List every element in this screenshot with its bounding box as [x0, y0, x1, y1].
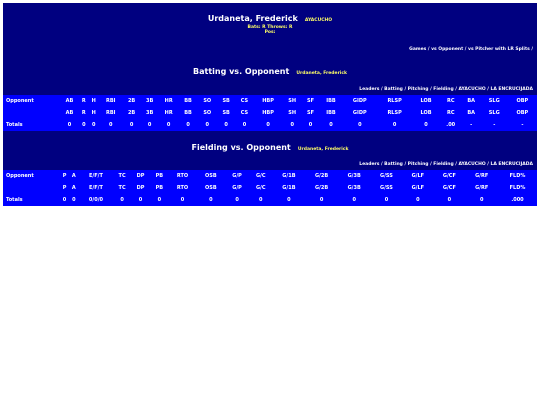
table-cell: G/CF — [442, 185, 456, 191]
table-cell: FLD% — [509, 173, 526, 179]
table-cell: G/LF — [411, 185, 425, 191]
table-cell: G/3B — [347, 173, 361, 179]
table-cell: SLG — [488, 110, 500, 116]
batting-header-row — [3, 95, 537, 107]
table-cell: LOB — [420, 98, 432, 104]
table-cell: 0 — [82, 122, 86, 128]
table-cell: IBB — [326, 110, 336, 116]
table-cell: BA — [467, 110, 476, 116]
table-cell: 0 — [109, 122, 113, 128]
table-cell: RLSP — [387, 110, 402, 116]
batting-subheader-row — [3, 107, 537, 119]
table-cell: 0 — [72, 197, 76, 203]
fielding-totals-row-label: Totals — [6, 197, 23, 203]
table-cell: - — [493, 122, 496, 128]
fielding-header-row-label: Opponent — [6, 173, 34, 179]
table-cell: H — [91, 110, 96, 116]
table-cell: HBP — [262, 98, 274, 104]
bats-throws: Bats: R Throws: R — [247, 25, 293, 30]
table-cell: 0 — [120, 197, 124, 203]
table-cell: RBI — [105, 110, 116, 116]
table-cell: 0 — [186, 122, 190, 128]
table-cell: PB — [155, 173, 164, 179]
table-cell: HBP — [262, 110, 274, 116]
table-cell: 0 — [266, 122, 270, 128]
table-cell: R — [81, 110, 86, 116]
team-link[interactable]: AYACUCHO — [304, 18, 333, 23]
table-cell: 0 — [308, 122, 313, 128]
batting-title: Batting vs. Opponent — [193, 67, 290, 76]
table-cell: RC — [446, 110, 455, 116]
table-cell: P — [62, 173, 67, 179]
table-cell: 0 — [259, 197, 263, 203]
table-cell: G/1B — [282, 185, 296, 191]
table-cell: 0 — [62, 197, 67, 203]
table-cell: G/P — [232, 185, 242, 191]
table-cell: G/RF — [475, 185, 489, 191]
table-cell: BB — [184, 98, 192, 104]
table-cell: LOB — [420, 110, 432, 116]
fielding-title: Fielding vs. Opponent — [191, 143, 291, 152]
table-cell: P — [62, 185, 67, 191]
table-cell: E/F/T — [89, 185, 103, 191]
table-cell: 0 — [166, 122, 171, 128]
table-cell: BB — [184, 110, 192, 116]
table-cell: 0 — [147, 122, 152, 128]
table-cell: RC — [446, 98, 455, 104]
fielding-title-bar — [3, 131, 537, 157]
table-cell: GIDP — [352, 110, 367, 116]
batting-header-row-label: Opponent — [6, 98, 34, 104]
table-cell: SF — [307, 98, 315, 104]
table-cell: G/2B — [314, 173, 329, 179]
fielding-subheader-row — [3, 182, 537, 194]
table-cell: SF — [307, 110, 315, 116]
table-cell: 0 — [209, 197, 213, 203]
table-cell: 0 — [479, 197, 484, 203]
table-cell: TC — [118, 185, 126, 191]
table-cell: 0 — [235, 197, 239, 203]
table-cell: 0 — [180, 197, 185, 203]
table-cell: 0 — [416, 197, 420, 203]
batting-subheader-row-label — [3, 107, 60, 119]
table-cell: DP — [136, 185, 145, 191]
table-cell: AB — [65, 110, 74, 116]
table-cell: - — [470, 122, 473, 128]
table-cell: 2B — [127, 98, 136, 104]
table-cell: RBI — [105, 98, 116, 104]
table-cell: 0 — [384, 197, 389, 203]
table-cell: TC — [118, 173, 126, 179]
table-cell: 0 — [329, 122, 333, 128]
table-cell: HR — [164, 98, 173, 104]
table-cell: SO — [203, 110, 212, 116]
split-links[interactable]: Games / vs Opponent / vs Pitcher with LR Splits / — [3, 37, 537, 56]
table-cell: 0 — [205, 122, 209, 128]
table-cell: G/RF — [475, 173, 489, 179]
table-cell: 0 — [157, 197, 162, 203]
table-cell: CS — [240, 98, 249, 104]
table-cell: G/SS — [379, 173, 393, 179]
batting-player-name: Urdaneta, Frederick — [296, 71, 347, 76]
table-cell: G/LF — [411, 173, 425, 179]
fielding-table — [3, 170, 537, 206]
table-cell: SO — [203, 98, 212, 104]
table-cell: DP — [136, 173, 145, 179]
table-cell: AB — [65, 98, 74, 104]
table-cell: IBB — [326, 98, 336, 104]
table-cell: G/3B — [347, 185, 361, 191]
table-cell: 0 — [92, 122, 96, 128]
table-cell: OSB — [204, 185, 217, 191]
table-cell: .000 — [511, 197, 524, 203]
table-cell: OSB — [204, 173, 217, 179]
table-cell: 0/0/0 — [88, 197, 104, 203]
table-cell: 0 — [67, 122, 72, 128]
table-cell: 3B — [146, 98, 154, 104]
table-cell: 0 — [319, 197, 324, 203]
player-name: Urdaneta, Frederick — [207, 14, 298, 23]
table-cell: PB — [155, 185, 164, 191]
batting-totals-row — [3, 119, 537, 131]
table-cell: G/SS — [379, 185, 393, 191]
batting-nav-links[interactable]: Leaders / Batting / Pitching / Fielding / AYACUCHO / LA ENCRUCIJADA — [3, 82, 537, 95]
table-cell: E/F/T — [89, 173, 103, 179]
table-cell: G/1B — [282, 173, 296, 179]
table-cell: R — [81, 98, 86, 104]
fielding-player-name: Urdaneta, Frederick — [297, 147, 349, 152]
table-cell: G/C — [255, 173, 266, 179]
table-cell: A — [71, 173, 76, 179]
table-cell: SH — [288, 110, 297, 116]
table-cell: 0 — [392, 122, 397, 128]
table-cell: - — [521, 122, 524, 128]
table-cell: RLSP — [387, 98, 402, 104]
table-cell: CS — [240, 110, 249, 116]
table-cell: 0 — [242, 122, 247, 128]
table-cell: SLG — [488, 98, 500, 104]
table-cell: GIDP — [352, 98, 367, 104]
table-cell: 0 — [447, 197, 452, 203]
table-cell: 0 — [358, 122, 362, 128]
batting-title-bar — [3, 56, 537, 82]
batting-totals-row-label: Totals — [6, 122, 23, 128]
table-cell: G/CF — [442, 173, 456, 179]
fielding-subheader-row-label — [3, 182, 60, 194]
table-cell: SB — [222, 110, 230, 116]
table-cell: 0 — [138, 197, 143, 203]
table-cell: 0 — [424, 122, 428, 128]
table-cell: 0 — [352, 197, 356, 203]
table-cell: G/P — [232, 173, 242, 179]
table-cell: G/2B — [314, 185, 329, 191]
table-cell: 0 — [224, 122, 228, 128]
fielding-header-row — [3, 170, 537, 182]
batting-table — [3, 95, 537, 131]
table-cell: RTO — [176, 173, 189, 179]
table-cell: 0 — [290, 122, 294, 128]
table-cell: .00 — [446, 122, 456, 128]
table-cell: 0 — [129, 122, 134, 128]
table-cell: HR — [164, 110, 173, 116]
fielding-nav-links[interactable]: Leaders / Batting / Pitching / Fielding / AYACUCHO / LA ENCRUCIJADA — [3, 157, 537, 170]
table-cell: SH — [288, 98, 297, 104]
position: Pos: — [264, 30, 276, 35]
table-cell: 0 — [287, 197, 291, 203]
player-header — [3, 3, 537, 37]
table-cell: FLD% — [509, 185, 526, 191]
table-cell: BA — [467, 98, 476, 104]
table-cell: SB — [222, 98, 230, 104]
table-cell: A — [71, 185, 76, 191]
table-cell: 2B — [127, 110, 136, 116]
fielding-totals-row — [3, 194, 537, 206]
table-cell: OBP — [516, 110, 529, 116]
page — [3, 3, 537, 206]
table-cell: G/C — [255, 185, 266, 191]
table-cell: RTO — [176, 185, 189, 191]
table-cell: H — [91, 98, 96, 104]
table-cell: 3B — [146, 110, 154, 116]
table-cell: OBP — [516, 98, 529, 104]
